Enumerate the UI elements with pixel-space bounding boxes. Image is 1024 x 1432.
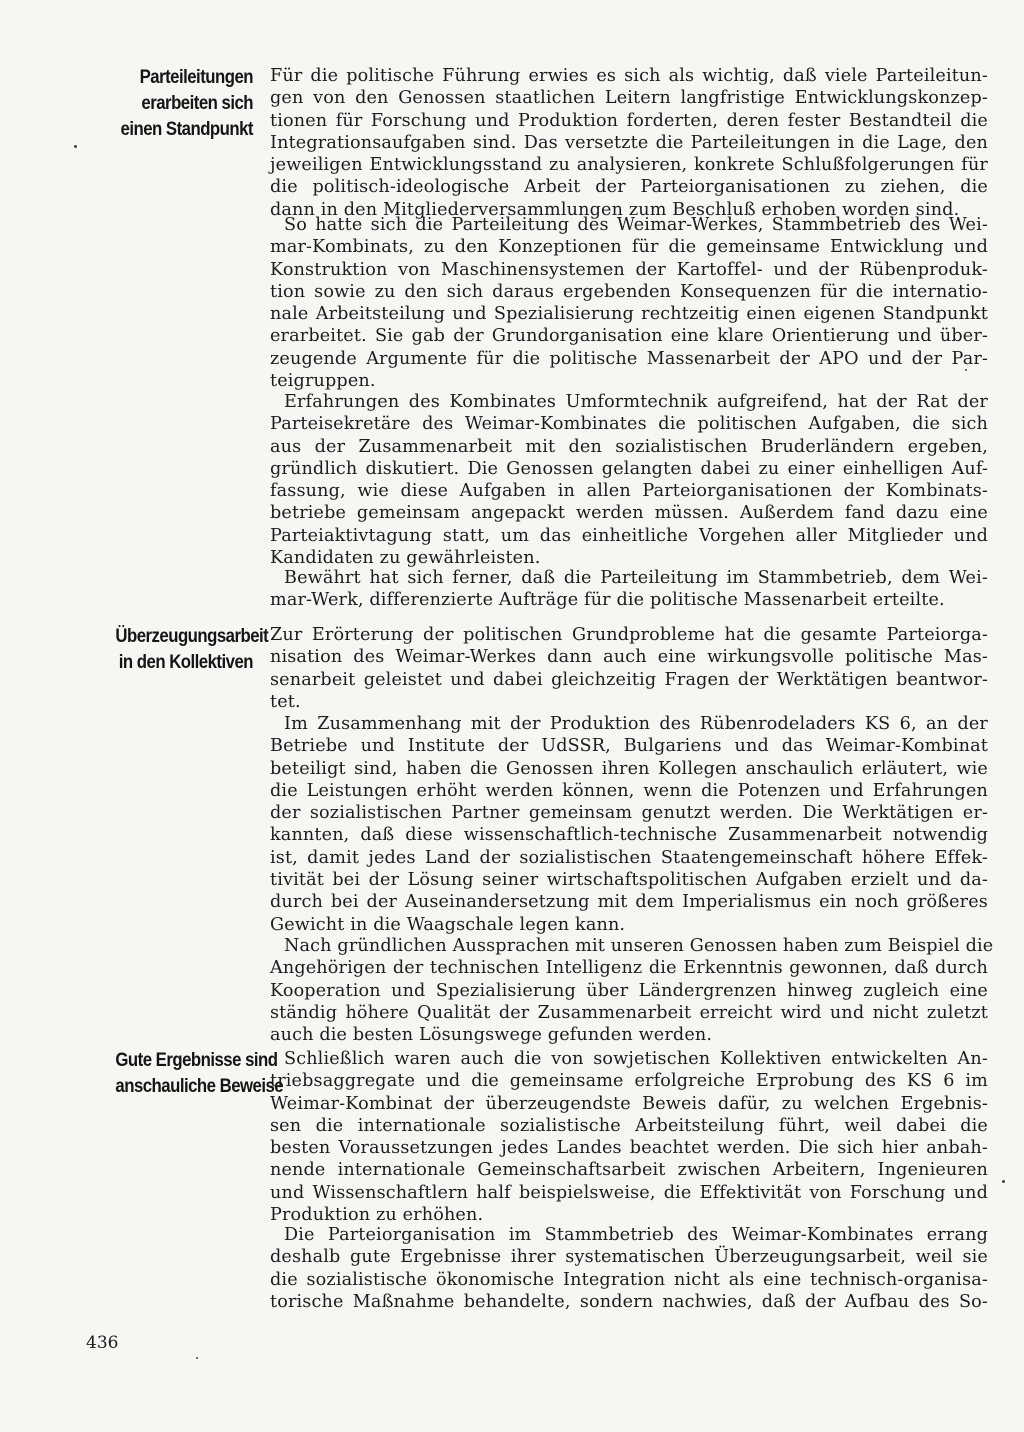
text-line: aus der Zusammenarbeit mit den sozialistischen Bruderländern ergeben, xyxy=(270,436,988,457)
side-heading-line: Parteileitungen xyxy=(139,66,253,88)
scan-speck xyxy=(74,145,77,148)
side-heading-line: einen Standpunkt xyxy=(120,118,253,140)
text-line: kannten, daß diese wissenschaftlich-technische Zusammenarbeit notwendig xyxy=(270,825,988,846)
text-line: jeweiligen Entwicklungsstand zu analysieren, konkrete Schlußfolgerungen für xyxy=(270,155,988,176)
text-line: Angehörigen der technischen Intelligenz die Erkenntnis gewonnen, daß durch xyxy=(270,958,988,979)
text-line: beteiligt sind, haben die Genossen ihren Kollegen anschaulich erläutert, wie xyxy=(270,758,988,779)
text-line: nale Arbeitsteilung und Spezialisierung rechtzeitig einen eigenen Standpunkt xyxy=(270,304,988,325)
text-line: tivität bei der Lösung seiner wirtschaftspolitischen Aufgaben erzielt und da- xyxy=(270,870,988,891)
text-line: Zur Erörterung der politischen Grundprobleme hat die gesamte Parteiorga- xyxy=(270,625,988,645)
text-line: Integrationsaufgaben sind. Das versetzte die Parteileitungen in die Lage, den xyxy=(270,132,988,153)
paragraph-8 xyxy=(270,1048,988,1226)
paragraph-2 xyxy=(270,214,988,392)
text-line: Betriebe und Institute der UdSSR, Bulgariens und das Weimar-Kombinat xyxy=(270,736,988,757)
text-line: die Leistungen erhöht werden können, wenn die Potenzen und Erfahrungen xyxy=(270,780,988,801)
text-line: Erfahrungen des Kombinates Umformtechnik aufgreifend, hat der Rat der xyxy=(284,392,988,412)
text-line: tion sowie zu den sich daraus ergebenden Konsequenzen für die internatio- xyxy=(270,281,988,302)
text-line: Kooperation und Spezialisierung über Ländergrenzen hinweg zugleich eine xyxy=(270,980,988,1001)
side-heading-gute-ergebnisse xyxy=(115,1047,284,1099)
text-line: Parteiaktivtagung statt, um das einheitliche Vorgehen aller Mitglieder und xyxy=(270,525,988,546)
text-line: Bewährt hat sich ferner, daß die Parteileitung im Stammbetrieb, dem Wei- xyxy=(284,568,988,588)
side-heading-line: anschauliche Beweise xyxy=(115,1075,284,1097)
paragraph-5 xyxy=(270,624,988,713)
text-line: So hatte sich die Parteileitung des Weimar-Werkes, Stammbetrieb des Wei- xyxy=(284,215,988,235)
text-line: besten Voraussetzungen jedes Landes beachtet werden. Die sich hier anbah- xyxy=(270,1138,988,1159)
text-line: dann in den Mitgliederversammlungen zum Beschluß erhoben worden sind. xyxy=(270,199,960,220)
paragraph-3 xyxy=(270,391,988,569)
text-line: betriebe gemeinsam angepackt werden müssen. Außerdem fand dazu eine xyxy=(270,503,988,524)
text-line: auch die besten Lösungswege gefunden werden. xyxy=(270,1025,713,1046)
text-line: tionen für Forschung und Produktion forderten, deren fester Bestandteil die xyxy=(270,110,988,131)
paragraph-4 xyxy=(270,567,988,612)
text-line: Im Zusammenhang mit der Produktion des Rübenrodeladers KS 6, an der xyxy=(284,714,988,734)
side-heading-line: Überzeugungsarbeit xyxy=(115,625,269,647)
paragraph-6 xyxy=(270,713,988,936)
text-line: teigruppen. xyxy=(270,371,376,392)
side-heading-line: erarbeiten sich xyxy=(141,92,253,114)
text-line: der sozialistischen Partner gemeinsam genutzt werden. Die Werktätigen er- xyxy=(270,803,988,824)
paragraph-9 xyxy=(270,1224,988,1313)
text-line: mar-Werk, differenzierte Aufträge für die politische Massenarbeit erteilte. xyxy=(270,590,945,611)
text-line: gen von den Genossen staatlichen Leitern langfristige Entwicklungskonzep- xyxy=(270,88,988,109)
text-line: zeugende Argumente für die politische Massenarbeit der APO und der Par- xyxy=(270,348,988,369)
text-line: Konstruktion von Maschinensystemen der Kartoffel- und der Rübenproduk- xyxy=(270,259,988,280)
text-line: Die Parteiorganisation im Stammbetrieb des Weimar-Kombinates errang xyxy=(284,1225,988,1245)
text-line: Parteisekretäre des Weimar-Kombinates die politischen Aufgaben, die sich xyxy=(270,414,988,435)
text-line: deshalb gute Ergebnisse ihrer systematischen Überzeugungsarbeit, weil sie xyxy=(270,1247,988,1268)
text-line: Produktion zu erhöhen. xyxy=(270,1205,484,1226)
scan-speck xyxy=(196,1357,198,1359)
text-line: Gewicht in die Waagschale legen kann. xyxy=(270,914,626,935)
text-line: fassung, wie diese Aufgaben in allen Parteiorganisationen der Kombinats- xyxy=(270,481,988,502)
text-line: ständig höhere Qualität der Zusammenarbeit erreicht wird und nicht zuletzt xyxy=(270,1002,988,1023)
text-line: triebsaggregate und die gemeinsame erfolgreiche Erprobung des KS 6 im xyxy=(270,1071,988,1092)
side-heading-ueberzeugungsarbeit xyxy=(115,623,269,675)
text-line: mar-Kombinats, zu den Konzeptionen für die gemeinsame Entwicklung und xyxy=(270,237,988,258)
text-line: Schließlich waren auch die von sowjetischen Kollektiven entwickelten An- xyxy=(284,1049,988,1069)
text-line: ist, damit jedes Land der sozialistischen Staatengemeinschaft höhere Effek- xyxy=(270,847,988,868)
paragraph-1 xyxy=(270,65,988,221)
side-heading-parteileitungen xyxy=(115,64,253,142)
text-line: die politisch-ideologische Arbeit der Parteiorganisationen zu ziehen, die xyxy=(270,177,988,198)
scan-speck xyxy=(1002,1180,1005,1183)
paragraph-7 xyxy=(270,935,994,1046)
text-line: erarbeitet. Sie gab der Grundorganisation eine klare Orientierung und über- xyxy=(270,326,988,347)
text-line: gründlich diskutiert. Die Genossen gelangten dabei zu einer einhelligen Auf- xyxy=(270,458,988,479)
text-line: Kandidaten zu gewährleisten. xyxy=(270,548,541,569)
scan-speck xyxy=(965,369,967,371)
side-heading-line: in den Kollektiven xyxy=(118,651,254,673)
text-line: tet. xyxy=(270,691,301,712)
text-line: Weimar-Kombinat der überzeugendste Beweis dafür, zu welchen Ergebnis- xyxy=(270,1093,988,1114)
text-line: sen die internationale sozialistische Arbeitsteilung führt, weil dabei die xyxy=(270,1115,988,1136)
text-line: durch bei der Auseinandersetzung mit dem Imperialismus ein noch größeres xyxy=(270,892,988,913)
text-line: nende internationale Gemeinschaftsarbeit zwischen Arbeitern, Ingenieuren xyxy=(270,1160,988,1181)
text-line: nisation des Weimar-Werkes dann auch eine wirkungsvolle politische Mas- xyxy=(270,647,988,668)
text-line: und Wissenschaftlern half beispielsweise, die Effektivität von Forschung und xyxy=(270,1182,988,1203)
text-line: Für die politische Führung erwies es sich als wichtig, daß viele Parteileitun- xyxy=(270,66,988,86)
text-line: Nach gründlichen Aussprachen mit unseren Genossen haben zum Beispiel die xyxy=(284,936,994,956)
text-line: senarbeit geleistet und dabei gleichzeitig Fragen der Werktätigen beantwor- xyxy=(270,669,988,690)
text-line: die sozialistische ökonomische Integration nicht als eine technisch-organisa- xyxy=(270,1269,988,1290)
page-number: 436 xyxy=(86,1333,119,1353)
side-heading-line: Gute Ergebnisse sind xyxy=(115,1049,278,1071)
text-line: torische Maßnahme behandelte, sondern nachwies, daß der Aufbau des So- xyxy=(270,1291,988,1312)
